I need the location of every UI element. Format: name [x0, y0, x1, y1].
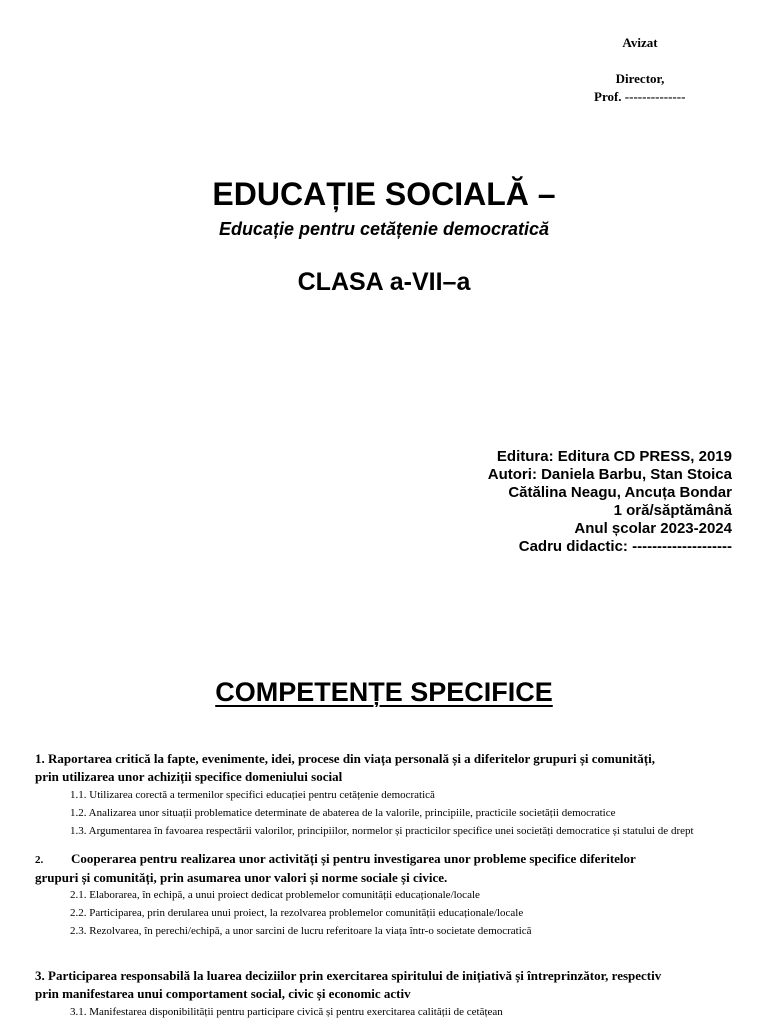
competence-item: 3.1. Manifestarea disponibilității pentru participare civică și pentru exercitarea calității de cetățean — [70, 1006, 503, 1018]
competence-1-items — [70, 786, 760, 840]
competence-2-items — [70, 886, 760, 940]
competence-2 — [35, 850, 695, 887]
info-publisher: Editura: Editura CD PRESS, 2019 — [496, 448, 732, 465]
info-hours: 1 oră/săptămână — [613, 502, 732, 519]
prof-label: Prof. -------------- — [594, 89, 686, 104]
competence-3-line-2: prin manifestarea unui comportament social, civic și economic activ — [35, 986, 411, 1001]
director-label: Director, — [615, 71, 665, 86]
competence-item: 2.2. Participarea, prin derularea unui proiect, la rezolvarea problemelor comunității educaționale/locale — [70, 907, 524, 919]
info-school-year: Anul școlar 2023-2024 — [574, 520, 732, 537]
approval-block — [560, 34, 720, 106]
competence-3-items — [70, 1003, 760, 1021]
section-title — [0, 677, 768, 708]
info-authors-1: Autori: Daniela Barbu, Stan Stoica — [487, 466, 732, 483]
document-title: EDUCAȚIE SOCIALĂ – — [212, 176, 556, 212]
competence-3-line-1: 3. Participarea responsabilă la luarea deciziilor prin exercitarea spiritului de inițiativă și întreprinzător, respectiv — [35, 968, 662, 983]
section-title-text: COMPETENȚE SPECIFICE — [215, 677, 553, 707]
approval-label: Avizat — [622, 35, 658, 50]
competence-2-number: 2. — [35, 854, 44, 866]
competence-2-line-2: grupuri și comunități, prin asumarea unor valori și norme sociale și civice. — [35, 870, 448, 885]
info-authors-2: Cătălina Neagu, Ancuța Bondar — [508, 484, 732, 501]
competence-1-line-2: prin utilizarea unor achiziții specifice domeniului social — [35, 769, 343, 784]
competence-item: 2.3. Rezolvarea, în perechi/echipă, a unor sarcini de lucru referitoare la viața într-o societate democratică — [70, 925, 532, 937]
competence-item: 2.1. Elaborarea, în echipă, a unui proiect dedicat problemelor comunității educaționale/locale — [70, 889, 480, 901]
competence-2-text: Cooperarea pentru realizarea unor activități și pentru investigarea unor probleme specifice diferitelor — [71, 851, 636, 866]
publication-info — [488, 448, 732, 556]
competence-item: 1.2. Analizarea unor situații problematice determinate de abaterea de la valorile, principiile, practicile societății democratice — [70, 807, 616, 819]
competence-1 — [35, 750, 695, 786]
competence-1-line-1: 1. Raportarea critică la fapte, evenimente, idei, procese din viața personală și a diferitelor grupuri și comunități, — [35, 751, 655, 766]
document-subtitle: Educație pentru cetățenie democratică — [218, 219, 550, 239]
competence-2-line-1 — [35, 850, 695, 869]
competence-item: 1.3. Argumentarea în favoarea respectării valorilor, principiilor, normelor și practicilor specifice unei societăți democratice și statului de drept — [70, 825, 694, 837]
competence-item: 1.1. Utilizarea corectă a termenilor specifici educației pentru cetățenie democratică — [70, 789, 435, 801]
info-teacher: Cadru didactic: -------------------- — [518, 538, 732, 555]
competence-3 — [35, 967, 695, 1003]
grade-label: CLASA a-VII–a — [297, 268, 471, 296]
